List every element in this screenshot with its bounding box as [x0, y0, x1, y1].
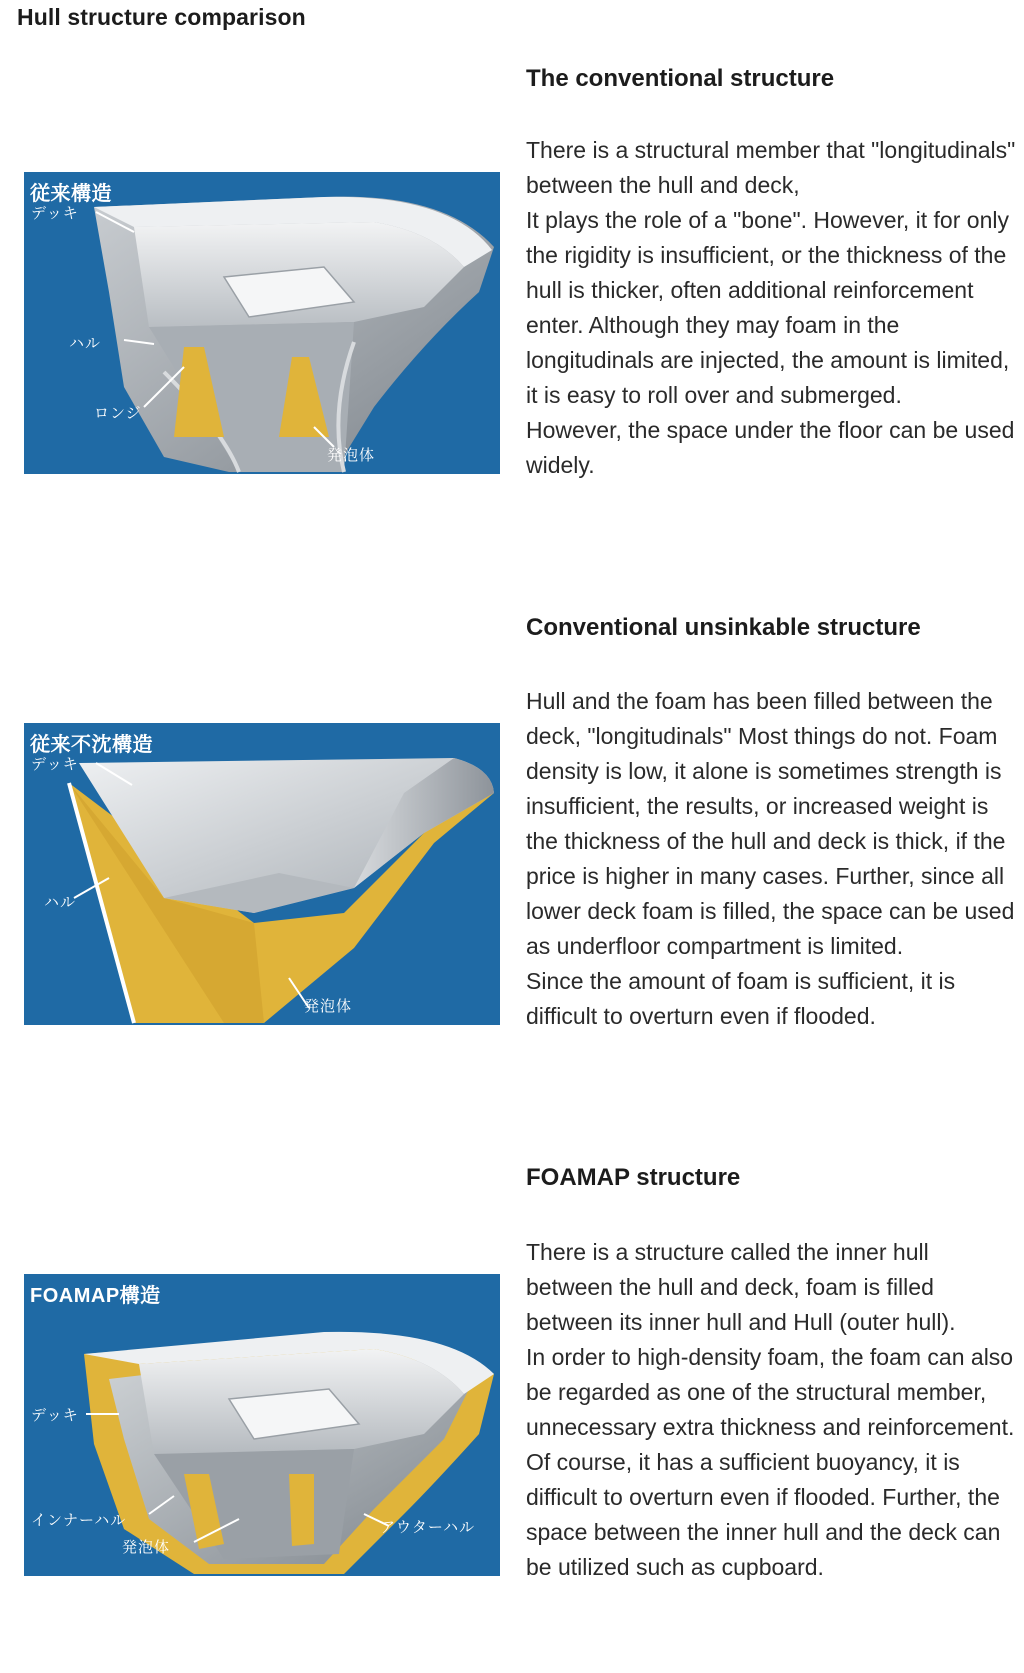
conventional-hull-illustration [24, 172, 500, 474]
section-body [526, 684, 1018, 1034]
figure-title: FOAMAP構造 [30, 1285, 161, 1307]
figure-unsinkable [24, 723, 500, 1025]
paragraph: There is a structural member that "longitudinals" between the hull and deck, [526, 137, 1016, 198]
paragraph: However, the space under the floor can be used widely. [526, 417, 1015, 478]
label-deck: デッキ [31, 1407, 79, 1424]
label-deck: デッキ [31, 756, 79, 773]
label-outer-hull: アウターハル [380, 1519, 476, 1536]
figure-conventional [24, 172, 500, 474]
label-foam: 発泡体 [122, 1539, 171, 1556]
paragraph: Since the amount of foam is sufficient, it is difficult to overturn even if flooded. [526, 968, 956, 1029]
section-heading: Conventional unsinkable structure [526, 614, 921, 641]
label-foam: 発泡体 [304, 998, 353, 1015]
figure-foamap [24, 1274, 500, 1576]
paragraph: There is a structure called the inner hull between the hull and deck, foam is filled between its inner hull and Hull (outer hull). [526, 1239, 956, 1335]
label-longi: ロンジ [94, 405, 142, 422]
label-hull: ハル [69, 335, 102, 352]
figure-title: 従来構造 [30, 183, 112, 205]
paragraph: It plays the role of a "bone". However, it for only the rigidity is insufficient, or the thickness of the hull is thicker, often additional reinforcement enter. Although they may foam in the longitudinals are injected, the amount is limited, it is easy to roll over and submerged. [526, 207, 1010, 408]
section-body [526, 1235, 1018, 1585]
section-heading: The conventional structure [526, 65, 835, 92]
section-body [526, 133, 1018, 483]
unsinkable-hull-illustration [24, 723, 500, 1025]
paragraph: Hull and the foam has been filled between the deck, "longitudinals" Most things do not. Foam density is low, it alone is sometimes strength is insufficient, the results, or increased weight is the thickness of the hull and deck is thick, if the price is higher in many cases. Further, since all lower deck foam is filled, the space can be used as underfloor compartment is limited. [526, 688, 1015, 959]
label-deck: デッキ [31, 205, 79, 222]
paragraph: In order to high-density foam, the foam can also be regarded as one of the structural member, unnecessary extra thickness and reinforcement. Of course, it has a sufficient buoyancy, it is difficult to overturn even if flooded. Further, the space between the inner hull and the deck can be utilized such as cupboard. [526, 1344, 1015, 1580]
page-title: Hull structure comparison [17, 4, 306, 30]
figure-title: 従来不沈構造 [30, 734, 153, 756]
label-hull: ハル [44, 894, 77, 911]
label-inner-hull: インナーハル [31, 1512, 127, 1529]
section-heading: FOAMAP structure [526, 1164, 741, 1191]
label-foam: 発泡体 [327, 447, 376, 464]
